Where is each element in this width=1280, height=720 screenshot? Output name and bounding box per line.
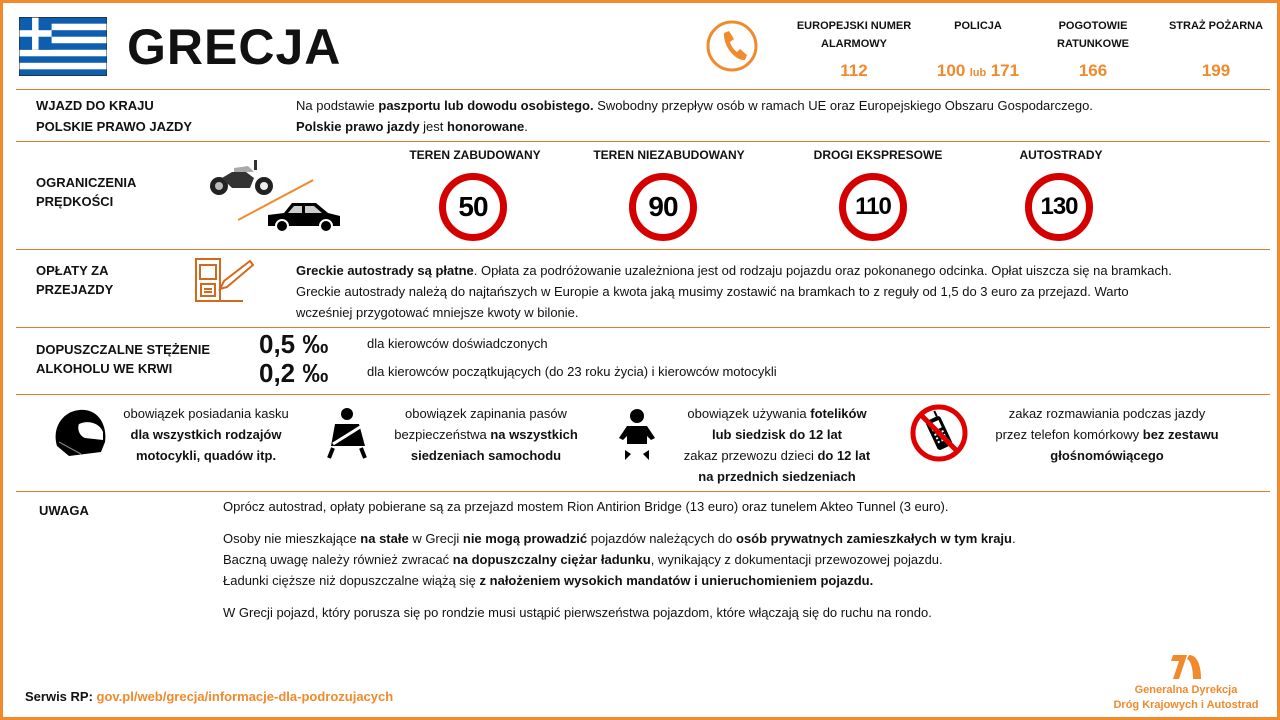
- speed-sign-130: 130: [1025, 173, 1093, 241]
- no-phone-icon: [909, 403, 969, 468]
- divider: [16, 249, 1270, 250]
- gddkia-logo-icon: [1169, 653, 1203, 686]
- entry-text: Na podstawie paszportu lub dowodu osobistego. Swobodny przepływ osób w ramach UE oraz Europejskiego Obszaru Gospodarczego. Polskie prawo jazdy jest honorowane.: [296, 98, 1093, 134]
- note-text: Oprócz autostrad, opłaty pobierane są za przejazd mostem Rion Antirion Bridge (13 euro) oraz tunelem Akteo Tunnel (3 euro). Osoby nie mieszkające na stałe w Grecji nie mogą prowadzić pojazdów należących do osób prywatnych zamieszkałych w tym kraju. Baczną uwagę należy również zwracać na dopuszczalny ciężar ładunku, wynikający z dokumentacji przewozowej pojazdu. Ładunki cięższe niż dopuszczalne wiążą się z nałożeniem wysokich mandatów i unieruchomieniem pojazdu. W Grecji pojazd, który porusza się po rondzie musi ustąpić pierwszeństwa pojazdom, które włączają się do ruchu na rondo.: [223, 499, 1016, 620]
- speed-area-label: TEREN ZABUDOWANY: [409, 148, 541, 162]
- note-label: UWAGA: [39, 503, 89, 518]
- speed-area-label: DROGI EKSPRESOWE: [813, 148, 943, 162]
- divider: [16, 491, 1270, 492]
- divider: [16, 327, 1270, 328]
- ambulance-number: 166: [1078, 61, 1108, 80]
- greece-flag-icon: [19, 17, 107, 76]
- motorcycle-icon: [208, 158, 276, 203]
- tolls-label: OPŁATY ZA PRZEJAZDY: [36, 263, 114, 297]
- divider: [16, 89, 1270, 90]
- entry-labels: WJAZD DO KRAJU POLSKIE PRAWO JAZDY: [36, 98, 193, 134]
- alcohol-limit-experienced: 0,5 ‰: [259, 329, 329, 359]
- helmet-icon: [51, 406, 109, 463]
- emergency-eu-label: EUROPEJSKI NUMER ALARMOWY: [796, 20, 912, 50]
- seatbelt-icon: [325, 406, 371, 465]
- phone-icon: [705, 19, 759, 78]
- rule-no-phone: zakaz rozmawiania podczas jazdy przez telefon komórkowy bez zestawu głośnomówiącego: [995, 406, 1219, 463]
- gddkia-logo-text: Generalna Dyrekcja Dróg Krajowych i Autostrad: [1113, 684, 1259, 711]
- tolls-text: Greckie autostrady są płatne. Opłata za podróżowanie uzależniona jest od rodzaju pojazdu oraz pokonanego odcinka. Opłat uiszcza się na bramkach. Greckie autostrady należą do najtańszych w Europie a kwota jaką musimy zostawić na bramkach to z reguły od 1,5 do 3 euro za przejazd. Warto wcześniej przygotować mniejsze kwoty w bilonie.: [296, 263, 1172, 320]
- page-title: GRECJA: [127, 19, 342, 75]
- speed-label: OGRANICZENIA PRĘDKOŚCI: [36, 175, 137, 209]
- speed-sign-110: 110: [839, 173, 907, 241]
- toll-gate-icon: [193, 256, 255, 309]
- speed-sign-50: 50: [439, 173, 507, 241]
- divider: [16, 141, 1270, 142]
- emergency-eu-number: 112: [840, 61, 868, 80]
- speed-area-label: TEREN NIEZABUDOWANY: [593, 148, 745, 162]
- service-label: Serwis RP:: [25, 689, 97, 704]
- speed-area-label: AUTOSTRADY: [1019, 148, 1103, 162]
- rule-helmet: obowiązek posiadania kasku dla wszystkich rodzajów motocykli, quadów itp.: [123, 406, 289, 463]
- fire-label: STRAŻ POŻARNA: [1168, 20, 1264, 32]
- alcohol-limit-novice: 0,2 ‰: [259, 358, 329, 388]
- service-link[interactable]: gov.pl/web/grecja/informacje-dla-podrozujacych: [96, 689, 394, 704]
- alcohol-desc-novice: dla kierowców początkujących (do 23 roku życia) i kierowców motocykli: [367, 364, 777, 379]
- rule-child-seat: obowiązek używania fotelików lub siedzisk do 12 lat zakaz przewozu dzieci do 12 lat na przednich siedzeniach: [683, 406, 871, 484]
- rule-seatbelt: obowiązek zapinania pasów bezpieczeństwa na wszystkich siedzeniach samochodu: [394, 406, 578, 463]
- child-seat-icon: [617, 408, 657, 467]
- service-footer: [25, 689, 393, 704]
- car-icon: [266, 201, 342, 238]
- alcohol-desc-experienced: dla kierowców doświadczonych: [367, 336, 548, 351]
- fire-number: 199: [1201, 61, 1231, 80]
- police-label: POLICJA: [954, 20, 1002, 32]
- ambulance-label: POGOTOWIE RATUNKOWE: [1057, 20, 1129, 50]
- divider: [16, 394, 1270, 395]
- speed-sign-90: 90: [629, 173, 697, 241]
- alcohol-label: DOPUSZCZALNE STĘŻENIE ALKOHOLU WE KRWI: [36, 342, 211, 376]
- police-number: 100 lub 171: [936, 61, 1020, 80]
